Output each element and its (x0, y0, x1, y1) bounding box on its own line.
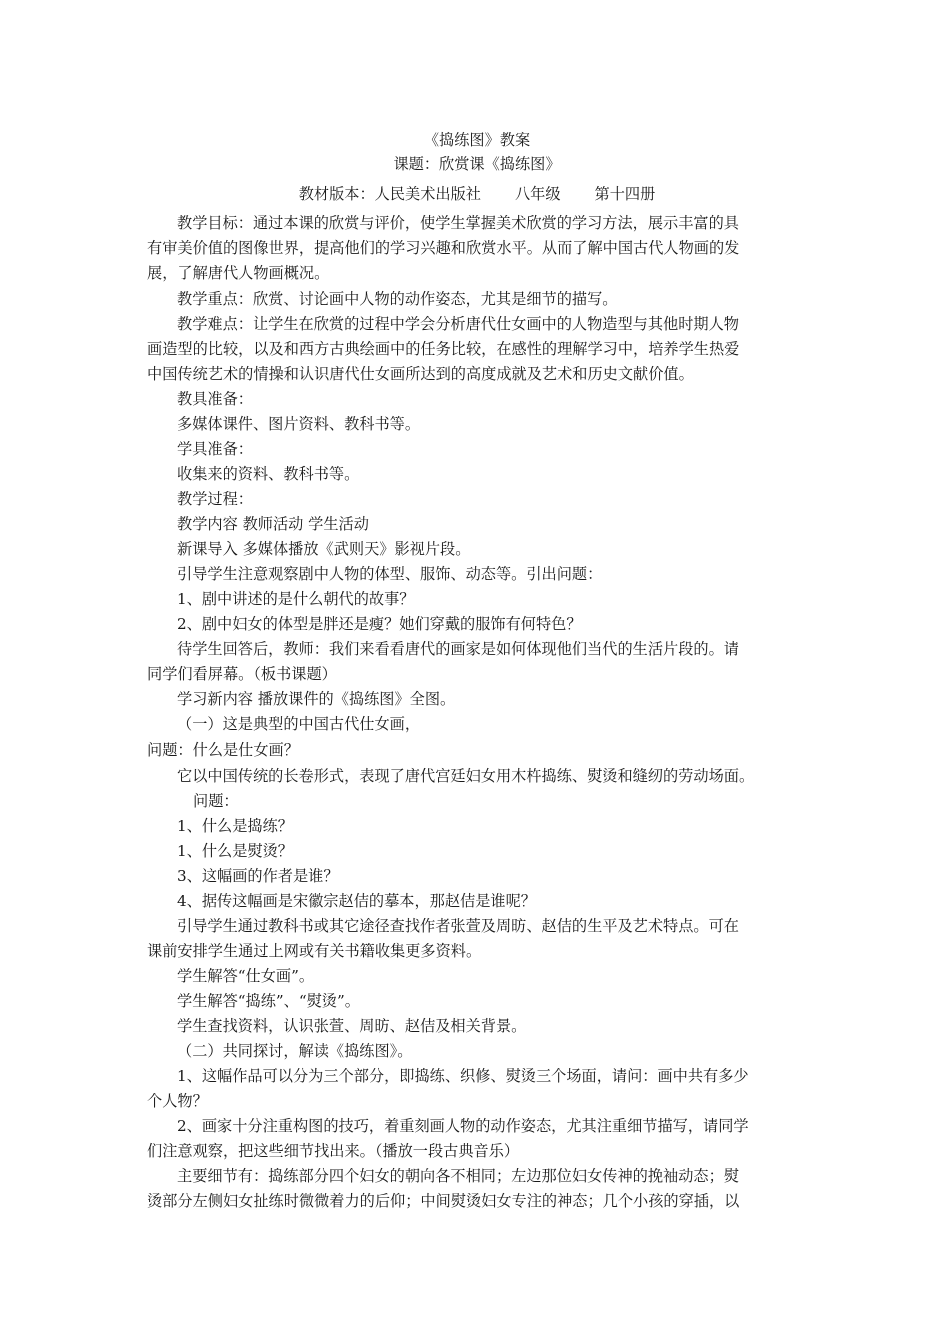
paragraph-line: 主要细节有：捣练部分四个妇女的朝向各不相同；左边那位妇女传神的挽袖动态；熨 (177, 1167, 739, 1185)
paragraph-line: 3、这幅画的作者是谁？ (177, 867, 339, 885)
paragraph-line: 问题：什么是仕女画？ (147, 741, 299, 759)
paragraph-line: 烫部分左侧妇女扯练时微微着力的后仰；中间熨烫妇女专注的神态；几个小孩的穿插，以 (147, 1192, 740, 1210)
edition-line (147, 182, 807, 206)
paragraph-line: 教学过程： (177, 490, 253, 508)
doc-subtitle: 课题：欣赏课《捣练图》 (393, 155, 561, 173)
paragraph-line: 教学目标：通过本课的欣赏与评价，使学生掌握美术欣赏的学习方法，展示丰富的具 (177, 214, 739, 232)
paragraph-line: 1、什么是熨烫？ (177, 842, 293, 860)
paragraph-line: 画造型的比较，以及和西方古典绘画中的任务比较，在感性的理解学习中，培养学生热爱 (147, 340, 740, 358)
paragraph-line: 2、画家十分注重构图的技巧，着重刻画人物的动作姿态，尤其注重细节描写，请同学 (177, 1117, 749, 1135)
paragraph-line: 1、这幅作品可以分为三个部分，即捣练、织修、熨烫三个场面，请问：画中共有多少 (177, 1067, 749, 1085)
paragraph-line: 新课导入 多媒体播放《武则天》影视片段。 (177, 540, 471, 558)
paragraph-line: 学生解答“仕女画”。 (177, 967, 315, 985)
paragraph-line: 问题： (193, 792, 239, 810)
paragraph-line: 1、什么是捣练？ (177, 817, 293, 835)
paragraph-line: 2、剧中妇女的体型是胖还是瘦？她们穿戴的服饰有何特色？ (177, 615, 582, 633)
paragraph-line: 展，了解唐代人物画概况。 (147, 264, 330, 282)
paragraph-line: 教学内容 教师活动 学生活动 (177, 515, 369, 533)
paragraph-line: 课前安排学生通过上网或有关书籍收集更多资料。 (147, 942, 482, 960)
paragraph-line: 教具准备： (177, 390, 253, 408)
paragraph-line: 教学难点：让学生在欣赏的过程中学会分析唐代仕女画中的人物造型与其他时期人物 (177, 315, 739, 333)
paragraph-line: 有审美价值的图像世界，提高他们的学习兴趣和欣赏水平。从而了解中国古代人物画的发 (147, 239, 740, 257)
paragraph-line: 1、剧中讲述的是什么朝代的故事？ (177, 590, 415, 608)
paragraph-line: 待学生回答后，教师：我们来看看唐代的画家是如何体现他们当代的生活片段的。请 (177, 640, 739, 658)
edition-grade: 八年级 (514, 185, 561, 203)
paragraph-line: 教学重点：欣赏、讨论画中人物的动作姿态，尤其是细节的描写。 (177, 290, 618, 308)
paragraph-line: （一）这是典型的中国古代仕女画， (177, 715, 420, 733)
paragraph-line: （二）共同探讨，解读《捣练图》。 (177, 1042, 413, 1060)
paragraph-line: 4、据传这幅画是宋徽宗赵佶的摹本，那赵佶是谁呢？ (177, 892, 536, 910)
paragraph-line: 收集来的资料、教科书等。 (177, 465, 360, 483)
paragraph-line: 引导学生注意观察剧中人物的体型、服饰、动态等。引出问题： (177, 565, 603, 583)
edition-volume: 第十四册 (594, 185, 656, 203)
paragraph-line: 同学们看屏幕。（板书课题） (147, 665, 337, 683)
paragraph-line: 它以中国传统的长卷形式，表现了唐代宫廷妇女用木杵捣练、熨烫和缝纫的劳动场面。 (177, 767, 755, 785)
paragraph-line: 学生解答“捣练”、“熨烫”。 (177, 992, 360, 1010)
paragraph-line: 学生查找资料，认识张萱、周昉、赵佶及相关背景。 (177, 1017, 527, 1035)
paragraph-line: 中国传统艺术的情操和认识唐代仕女画所达到的高度成就及艺术和历史文献价值。 (147, 365, 694, 383)
doc-title: 《捣练图》教案 (423, 131, 531, 149)
edition-publisher: 教材版本：人民美术出版社 (298, 185, 481, 203)
paragraph-line: 个人物？ (147, 1092, 208, 1110)
paragraph-line: 多媒体课件、图片资料、教科书等。 (177, 415, 420, 433)
paragraph-line: 引导学生通过教科书或其它途径查找作者张萱及周昉、赵佶的生平及艺术特点。可在 (177, 917, 739, 935)
paragraph-line: 学具准备： (177, 440, 253, 458)
paragraph-line: 学习新内容 播放课件的《捣练图》全图。 (177, 690, 456, 708)
paragraph-line: 们注意观察，把这些细节找出来。（播放一段古典音乐） (147, 1142, 520, 1160)
